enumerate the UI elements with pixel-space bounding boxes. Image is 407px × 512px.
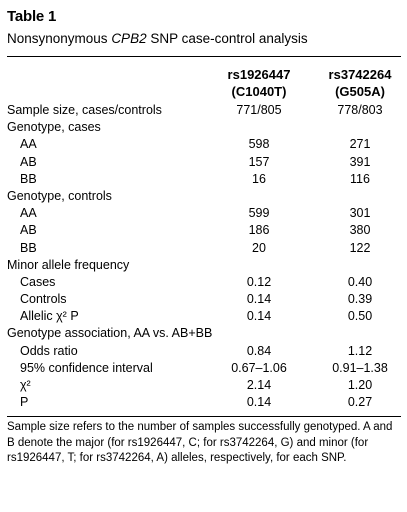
row-label: Genotype association, AA vs. AB+BB bbox=[7, 326, 213, 341]
row-value-rs3742264: 0.91–1.38 bbox=[332, 360, 388, 375]
column-header-snp-id: rs1926447 bbox=[227, 67, 291, 82]
row-value-rs1926447: 16 bbox=[252, 171, 266, 186]
row-value-rs3742264: 271 bbox=[349, 137, 371, 152]
row-label: Odds ratio bbox=[20, 343, 78, 358]
row-label: P bbox=[20, 395, 29, 410]
row-value-rs1926447: 771/805 bbox=[236, 103, 282, 117]
row-value-rs1926447: 0.14 bbox=[246, 309, 272, 324]
table-row bbox=[0, 257, 407, 274]
column-header-snp-id: rs3742264 bbox=[328, 67, 392, 82]
table-row bbox=[0, 102, 407, 119]
table-title: Table 1 bbox=[7, 8, 57, 25]
row-value-rs1926447: 0.84 bbox=[246, 343, 272, 358]
row-label: BB bbox=[20, 171, 37, 186]
row-label: Controls bbox=[20, 292, 67, 307]
table-row bbox=[0, 171, 407, 188]
row-value-rs3742264: 380 bbox=[349, 223, 371, 238]
row-value-rs3742264: 301 bbox=[349, 206, 371, 221]
row-value-rs3742264: 0.39 bbox=[347, 292, 373, 307]
row-value-rs1926447: 0.14 bbox=[246, 395, 272, 410]
row-value-rs3742264: 122 bbox=[349, 240, 371, 255]
row-value-rs3742264: 116 bbox=[350, 171, 370, 186]
row-label: AA bbox=[20, 206, 37, 221]
row-value-rs1926447: 157 bbox=[248, 154, 270, 169]
row-value-rs1926447: 20 bbox=[252, 240, 266, 255]
caption-suffix: SNP case-control analysis bbox=[146, 31, 308, 46]
table-row bbox=[0, 377, 407, 394]
table-body bbox=[0, 102, 407, 411]
row-label: 95% confidence interval bbox=[20, 360, 153, 375]
row-label: BB bbox=[20, 240, 37, 255]
table-row bbox=[0, 308, 407, 325]
row-value-rs1926447: 0.67–1.06 bbox=[231, 360, 287, 375]
column-header-variant: (G505A) bbox=[335, 84, 385, 99]
row-label: Cases bbox=[20, 274, 56, 289]
table-row bbox=[0, 343, 407, 360]
table-row bbox=[0, 136, 407, 153]
row-value-rs1926447: 2.14 bbox=[246, 378, 272, 392]
caption-gene: CPB2 bbox=[111, 31, 147, 46]
table-footnote: Sample size refers to the number of samples successfully genotyped. A and B denote the major (for rs1926447, C; for rs3742264, G) and minor (for rs1926447, T; for rs3742264, A) alleles, respectively, for each SNP. bbox=[7, 421, 393, 464]
row-label: Allelic χ² P bbox=[20, 309, 79, 324]
column-header-variant: (C1040T) bbox=[231, 84, 287, 99]
top-rule bbox=[7, 56, 401, 57]
row-value-rs1926447: 0.12 bbox=[246, 274, 272, 289]
table-row bbox=[0, 154, 407, 171]
table-row bbox=[0, 291, 407, 308]
table-row bbox=[0, 240, 407, 257]
row-value-rs3742264: 778/803 bbox=[337, 103, 383, 117]
row-label: AB bbox=[20, 223, 37, 238]
row-value-rs3742264: 1.12 bbox=[347, 343, 373, 358]
table-row bbox=[0, 119, 407, 136]
row-value-rs1926447: 598 bbox=[248, 137, 270, 152]
table-row bbox=[0, 360, 407, 377]
row-value-rs3742264: 1.20 bbox=[347, 378, 373, 392]
table-row bbox=[0, 222, 407, 239]
row-value-rs3742264: 0.27 bbox=[347, 395, 373, 410]
row-label: Genotype, cases bbox=[7, 120, 101, 135]
row-label: Minor allele frequency bbox=[7, 257, 130, 272]
row-label: Genotype, controls bbox=[7, 188, 112, 203]
row-label: χ² bbox=[20, 378, 31, 392]
row-value-rs1926447: 599 bbox=[248, 206, 270, 221]
table-row bbox=[0, 325, 407, 342]
row-value-rs3742264: 0.50 bbox=[347, 309, 373, 324]
row-label: Sample size, cases/controls bbox=[7, 103, 162, 117]
caption-prefix: Nonsynonymous bbox=[7, 31, 112, 46]
row-value-rs1926447: 186 bbox=[248, 223, 270, 238]
table-row bbox=[0, 274, 407, 291]
table-caption bbox=[7, 31, 308, 46]
bottom-rule bbox=[7, 416, 401, 417]
row-value-rs3742264: 0.40 bbox=[347, 274, 373, 289]
row-label: AB bbox=[20, 154, 37, 169]
column-header-rs3742264 bbox=[300, 66, 407, 100]
row-value-rs3742264: 391 bbox=[349, 154, 371, 169]
table-row bbox=[0, 188, 407, 205]
table-row bbox=[0, 205, 407, 222]
row-value-rs1926447: 0.14 bbox=[246, 292, 272, 307]
row-label: AA bbox=[20, 137, 37, 152]
table-row bbox=[0, 394, 407, 411]
